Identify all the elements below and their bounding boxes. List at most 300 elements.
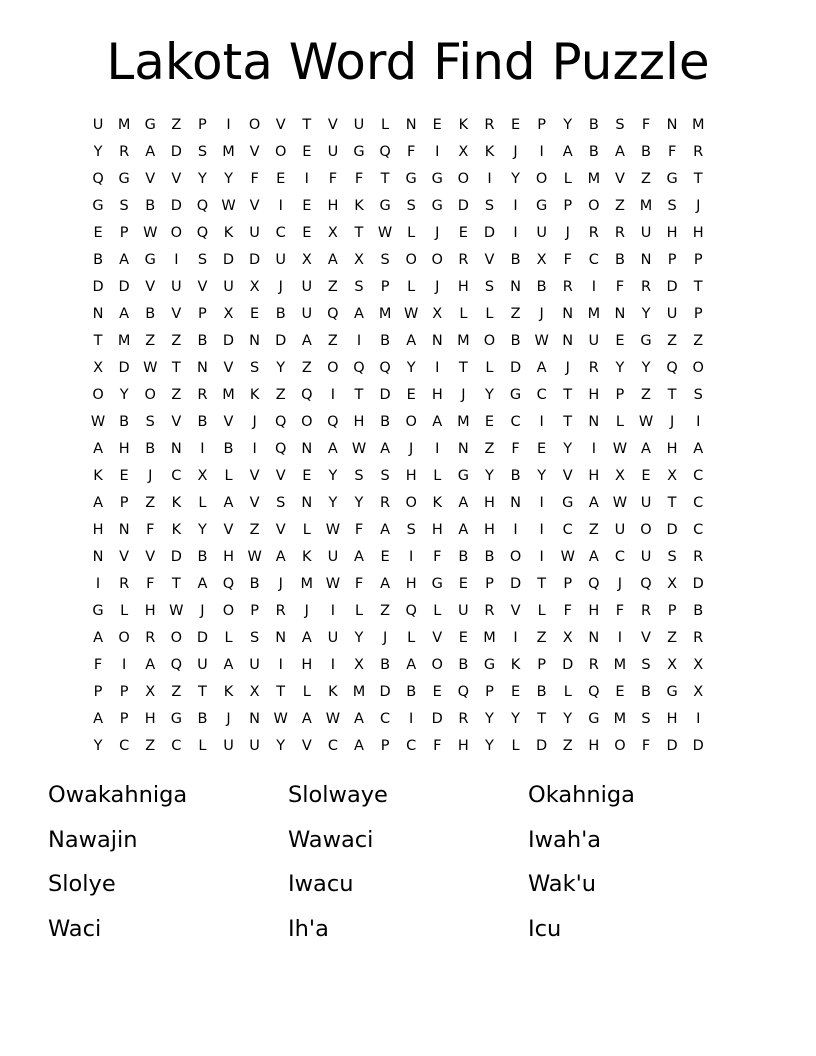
grid-letter: Z	[249, 522, 260, 538]
grid-letter: I	[617, 630, 623, 646]
grid-letter: X	[301, 252, 312, 268]
grid-letter: G	[562, 495, 574, 511]
grid-letter: Z	[667, 333, 678, 349]
grid-letter: S	[354, 279, 364, 295]
grid-letter: F	[511, 441, 520, 457]
grid-letter: N	[249, 333, 261, 349]
grid-letter: U	[301, 306, 313, 322]
grid-letter: A	[327, 441, 338, 457]
grid-letter: G	[457, 468, 469, 484]
grid-letter: B	[458, 549, 469, 565]
grid-letter: F	[563, 252, 572, 268]
grid-letter: Z	[327, 333, 338, 349]
grid-letter: A	[458, 522, 469, 538]
grid-letter: A	[197, 576, 208, 592]
grid-letter: D	[431, 711, 443, 727]
grid-letter: I	[696, 711, 701, 727]
grid-letter: X	[667, 657, 678, 673]
grid-letter: R	[693, 549, 704, 565]
grid-letter: T	[693, 279, 703, 295]
grid-letter: I	[591, 279, 596, 295]
grid-letter: G	[666, 684, 678, 700]
grid-letter: O	[509, 549, 522, 565]
grid-letter: Q	[588, 684, 600, 700]
grid-letter: Y	[406, 360, 416, 376]
grid-letter: K	[354, 198, 364, 214]
grid-letter: E	[615, 684, 625, 700]
grid-letter: O	[457, 171, 470, 187]
grid-letter: S	[380, 468, 390, 484]
grid-letter: Q	[196, 225, 209, 241]
grid-letter: O	[405, 495, 417, 511]
grid-letter: D	[483, 225, 496, 241]
grid-letter: I	[513, 198, 518, 214]
grid-letter: I	[226, 117, 231, 133]
grid-letter: S	[197, 252, 208, 268]
grid-letter: V	[145, 279, 156, 295]
grid-letter: W	[534, 333, 549, 349]
word-list-row	[48, 822, 768, 867]
grid-letter: P	[380, 279, 390, 295]
grid-letter: A	[380, 441, 391, 457]
grid-letter: T	[354, 387, 364, 403]
grid-letter: R	[380, 495, 391, 511]
grid-letter: F	[615, 279, 625, 295]
grid-letter: C	[327, 738, 338, 754]
grid-letter: B	[93, 252, 104, 268]
grid-letter: W	[143, 360, 158, 376]
grid-letter: Y	[354, 630, 364, 646]
grid-letter: T	[93, 333, 103, 349]
grid-letter: Q	[92, 171, 104, 187]
grid-letter: W	[560, 549, 575, 565]
grid-letter: O	[640, 522, 652, 538]
grid-letter: E	[302, 144, 312, 160]
grid-letter: J	[461, 387, 466, 403]
grid-letter: A	[275, 549, 286, 565]
grid-letter: I	[330, 387, 336, 403]
grid-letter: B	[145, 198, 156, 214]
grid-letter: X	[249, 279, 260, 295]
grid-letter: B	[197, 711, 208, 727]
grid-letter: N	[457, 441, 469, 457]
grid-letter: E	[641, 468, 651, 484]
grid-letter: Y	[485, 468, 494, 484]
grid-letter: E	[406, 387, 416, 403]
grid-letter: G	[92, 198, 104, 214]
grid-letter: A	[93, 441, 103, 457]
grid-letter: X	[693, 657, 704, 673]
grid-letter: A	[380, 576, 391, 592]
grid-letter: Y	[224, 171, 233, 187]
grid-letter: Z	[171, 387, 182, 403]
grid-letter: S	[250, 630, 260, 646]
grid-letter: N	[275, 630, 287, 646]
grid-letter: W	[221, 198, 236, 214]
grid-letter: S	[615, 117, 625, 133]
grid-letter: K	[223, 684, 234, 700]
grid-letter: K	[328, 684, 338, 700]
grid-letter: Z	[614, 198, 625, 214]
grid-letter: V	[275, 117, 286, 133]
grid-letter: D	[170, 198, 182, 214]
grid-letter: P	[563, 198, 573, 214]
grid-letter: A	[562, 144, 573, 160]
grid-letter: V	[249, 144, 260, 160]
grid-letter: S	[406, 522, 416, 538]
grid-letter: L	[485, 360, 494, 376]
grid-letter: U	[640, 495, 652, 511]
grid-row	[85, 328, 711, 355]
grid-letter: G	[431, 576, 443, 592]
grid-letter: A	[641, 441, 651, 457]
grid-letter: I	[539, 414, 544, 430]
grid-letter: V	[145, 549, 156, 565]
grid-letter: I	[435, 441, 440, 457]
grid-letter: A	[301, 711, 312, 727]
grid-letter: T	[537, 576, 547, 592]
grid-letter: R	[588, 360, 599, 376]
grid-letter: P	[485, 576, 494, 592]
grid-letter: A	[380, 522, 391, 538]
grid-letter: V	[275, 522, 286, 538]
grid-letter: O	[431, 252, 443, 268]
grid-row	[85, 652, 711, 679]
grid-row	[85, 274, 711, 301]
grid-letter: J	[565, 225, 570, 241]
grid-letter: F	[354, 171, 364, 187]
grid-letter: B	[406, 684, 417, 700]
grid-letter: U	[327, 144, 339, 160]
grid-letter: T	[380, 171, 390, 187]
grid-letter: M	[352, 684, 366, 700]
grid-letter: M	[691, 117, 705, 133]
grid-letter: M	[222, 387, 235, 403]
grid-letter: W	[325, 711, 341, 727]
grid-letter: A	[119, 252, 130, 268]
grid-letter: D	[457, 198, 469, 214]
grid-letter: M	[483, 630, 496, 646]
grid-letter: U	[197, 657, 208, 673]
grid-letter: A	[588, 495, 599, 511]
grid-letter: E	[119, 468, 129, 484]
grid-letter: V	[145, 171, 156, 187]
grid-letter: S	[145, 414, 155, 430]
grid-letter: P	[198, 117, 207, 133]
grid-letter: A	[458, 495, 469, 511]
grid-letter: H	[666, 711, 678, 727]
grid-letter: N	[588, 630, 600, 646]
grid-letter: B	[197, 333, 208, 349]
grid-letter: I	[356, 333, 362, 349]
grid-letter: H	[405, 576, 417, 592]
grid-letter: H	[588, 738, 600, 754]
grid-letter: D	[562, 657, 574, 673]
grid-letter: D	[379, 684, 391, 700]
grid-letter: M	[457, 333, 470, 349]
grid-letter: K	[510, 657, 521, 673]
grid-letter: Z	[145, 738, 156, 754]
grid-row	[85, 166, 711, 193]
grid-letter: P	[119, 711, 129, 727]
grid-letter: A	[406, 333, 417, 349]
grid-letter: I	[591, 441, 596, 457]
grid-letter: P	[537, 117, 547, 133]
grid-letter: J	[617, 576, 623, 592]
grid-letter: S	[693, 387, 703, 403]
grid-letter: I	[278, 657, 283, 673]
grid-letter: E	[93, 225, 103, 241]
grid-letter: J	[669, 414, 675, 430]
grid-letter: C	[119, 738, 130, 754]
grid-letter: N	[301, 495, 313, 511]
grid-letter: L	[459, 306, 468, 322]
grid-row	[85, 436, 711, 463]
grid-letter: N	[431, 333, 443, 349]
grid-letter: Q	[405, 603, 417, 619]
grid-letter: E	[250, 306, 260, 322]
grid-letter: L	[224, 630, 233, 646]
grid-letter: X	[354, 252, 364, 268]
grid-letter: V	[432, 630, 443, 646]
grid-letter: B	[641, 144, 651, 160]
grid-letter: Z	[171, 333, 182, 349]
grid-letter: K	[223, 225, 234, 241]
grid-row	[85, 544, 711, 571]
grid-letter: Z	[641, 171, 651, 187]
grid-letter: E	[302, 198, 312, 214]
grid-letter: U	[275, 252, 287, 268]
grid-letter: H	[588, 387, 600, 403]
grid-letter: A	[301, 333, 312, 349]
grid-row	[85, 220, 711, 247]
grid-letter: O	[614, 738, 626, 754]
grid-letter: M	[457, 414, 470, 430]
grid-letter: H	[118, 441, 130, 457]
grid-letter: A	[93, 630, 103, 646]
grid-letter: E	[302, 468, 312, 484]
grid-letter: Y	[641, 306, 651, 322]
grid-letter: W	[325, 576, 341, 592]
grid-row	[85, 463, 711, 490]
grid-row	[85, 679, 711, 706]
grid-letter: S	[250, 360, 260, 376]
grid-letter: L	[198, 738, 207, 754]
grid-letter: N	[614, 306, 626, 322]
word-list-row	[48, 777, 768, 822]
grid-letter: I	[330, 603, 336, 619]
grid-row	[85, 193, 711, 220]
grid-letter: E	[432, 684, 442, 700]
grid-letter: E	[380, 549, 390, 565]
grid-letter: L	[407, 630, 416, 646]
grid-letter: F	[407, 144, 416, 160]
grid-letter: H	[484, 495, 495, 511]
grid-letter: V	[249, 468, 260, 484]
grid-letter: C	[693, 468, 704, 484]
grid-letter: N	[92, 549, 104, 565]
grid-letter: E	[615, 333, 625, 349]
grid-letter: B	[484, 549, 495, 565]
grid-letter: G	[483, 657, 496, 673]
grid-letter: R	[693, 144, 704, 160]
grid-letter: V	[223, 414, 234, 430]
grid-letter: I	[95, 576, 101, 592]
grid-letter: X	[667, 576, 678, 592]
grid-letter: M	[300, 576, 314, 592]
grid-letter: O	[222, 603, 235, 619]
grid-row	[85, 382, 711, 409]
grid-letter: X	[327, 225, 338, 241]
grid-letter: I	[435, 360, 440, 376]
grid-letter: I	[539, 549, 544, 565]
grid-letter: G	[536, 198, 548, 214]
grid-letter: E	[302, 225, 312, 241]
grid-letter: V	[171, 171, 182, 187]
letter-grid	[85, 112, 711, 760]
grid-letter: J	[513, 144, 518, 160]
grid-letter: R	[640, 279, 652, 295]
grid-letter: G	[353, 144, 365, 160]
grid-letter: R	[458, 252, 469, 268]
grid-letter: F	[563, 603, 572, 619]
grid-letter: Z	[327, 279, 338, 295]
grid-letter: H	[484, 522, 495, 538]
grid-letter: A	[693, 441, 704, 457]
grid-letter: T	[667, 495, 677, 511]
grid-letter: P	[615, 387, 625, 403]
word-list-row	[48, 866, 768, 911]
grid-letter: I	[409, 711, 414, 727]
grid-letter: U	[223, 279, 234, 295]
grid-letter: E	[510, 117, 521, 133]
grid-letter: A	[354, 549, 364, 565]
grid-letter: V	[484, 252, 495, 268]
grid-letter: J	[696, 198, 701, 214]
grid-letter: D	[118, 360, 130, 376]
grid-letter: K	[171, 522, 182, 538]
grid-letter: P	[119, 495, 129, 511]
grid-letter: B	[197, 549, 208, 565]
grid-letter: L	[224, 468, 233, 484]
grid-letter: U	[640, 549, 652, 565]
grid-letter: O	[301, 414, 313, 430]
grid-letter: H	[144, 603, 156, 619]
grid-letter: P	[693, 252, 703, 268]
grid-letter: Z	[380, 603, 391, 619]
grid-letter: R	[275, 603, 286, 619]
grid-letter: X	[432, 306, 443, 322]
grid-letter: G	[170, 711, 182, 727]
grid-letter: Y	[563, 711, 573, 727]
grid-letter: L	[302, 522, 311, 538]
grid-letter: G	[588, 711, 600, 727]
grid-letter: D	[170, 144, 182, 160]
grid-letter: Y	[276, 738, 286, 754]
word-list-row	[48, 911, 768, 956]
grid-letter: Y	[276, 360, 286, 376]
grid-row	[85, 490, 711, 517]
grid-letter: O	[431, 657, 443, 673]
grid-letter: X	[667, 468, 678, 484]
grid-letter: L	[198, 495, 207, 511]
grid-letter: L	[381, 117, 390, 133]
grid-letter: M	[222, 144, 235, 160]
grid-letter: H	[666, 225, 678, 241]
grid-letter: A	[354, 711, 364, 727]
grid-letter: Z	[145, 495, 156, 511]
grid-letter: A	[223, 495, 234, 511]
grid-letter: W	[612, 441, 628, 457]
grid-letter: Z	[588, 522, 599, 538]
grid-letter: O	[92, 387, 104, 403]
grid-letter: T	[302, 117, 312, 133]
grid-letter: L	[407, 225, 416, 241]
grid-letter: F	[354, 576, 364, 592]
grid-letter: H	[588, 468, 600, 484]
grid-letter: N	[562, 333, 574, 349]
grid-letter: Y	[563, 441, 573, 457]
grid-letter: B	[588, 144, 599, 160]
grid-row	[85, 625, 711, 652]
grid-letter: M	[587, 306, 601, 322]
grid-letter: A	[223, 657, 234, 673]
grid-letter: Y	[485, 738, 494, 754]
grid-letter: J	[226, 711, 231, 727]
grid-letter: N	[301, 441, 313, 457]
grid-letter: A	[145, 144, 156, 160]
grid-letter: L	[537, 603, 546, 619]
grid-letter: V	[275, 468, 286, 484]
grid-letter: G	[431, 171, 443, 187]
grid-row	[85, 409, 711, 436]
grid-letter: B	[145, 441, 156, 457]
grid-letter: O	[170, 630, 183, 646]
grid-letter: I	[200, 441, 205, 457]
grid-letter: N	[510, 279, 521, 295]
grid-letter: T	[276, 684, 286, 700]
grid-letter: Y	[511, 171, 520, 187]
grid-letter: V	[327, 117, 338, 133]
grid-letter: T	[354, 225, 364, 241]
word-list-item: Icu	[528, 915, 562, 942]
grid-letter: B	[223, 441, 234, 457]
grid-letter: J	[435, 279, 440, 295]
grid-letter: H	[666, 441, 678, 457]
grid-letter: O	[692, 360, 704, 376]
grid-letter: Y	[328, 495, 338, 511]
grid-letter: T	[171, 576, 181, 592]
grid-letter: H	[405, 468, 417, 484]
grid-letter: I	[330, 657, 336, 673]
grid-letter: B	[119, 414, 130, 430]
grid-letter: N	[666, 117, 678, 133]
grid-letter: B	[588, 117, 599, 133]
grid-letter: I	[539, 144, 544, 160]
grid-letter: V	[641, 630, 651, 646]
grid-letter: B	[275, 306, 286, 322]
grid-letter: X	[197, 468, 208, 484]
grid-letter: E	[432, 117, 442, 133]
grid-letter: X	[145, 684, 156, 700]
grid-letter: B	[614, 252, 625, 268]
grid-letter: Z	[484, 441, 495, 457]
grid-letter: Y	[93, 738, 103, 754]
grid-letter: Z	[641, 387, 651, 403]
grid-letter: E	[537, 441, 547, 457]
grid-letter: U	[666, 306, 678, 322]
grid-letter: J	[304, 603, 309, 619]
